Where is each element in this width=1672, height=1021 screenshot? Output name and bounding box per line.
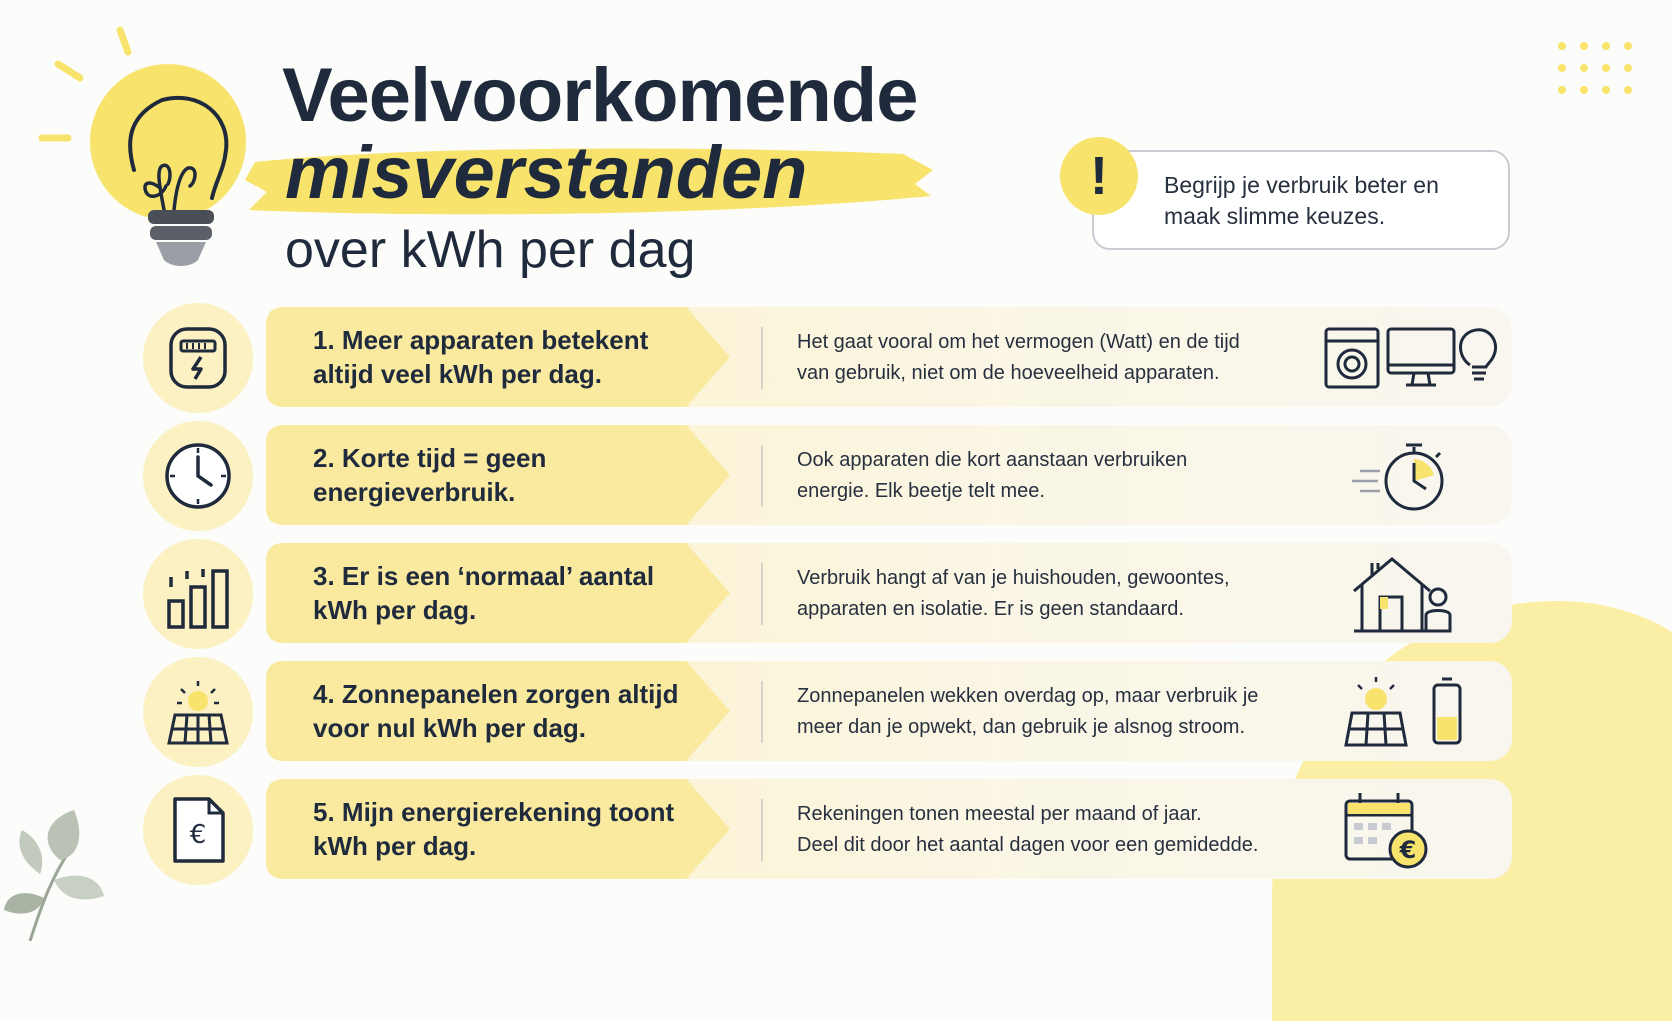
- euro-document-icon: [161, 793, 235, 867]
- row-icon-circle: [143, 775, 253, 885]
- tip-text: [1164, 170, 1494, 232]
- page-subtitle: over kWh per dag: [285, 221, 696, 279]
- clock-icon: [161, 439, 235, 513]
- row-divider: [761, 445, 763, 507]
- fact-line: energie. Elk beetje telt mee.: [797, 480, 1045, 502]
- row-icon-circle: [143, 539, 253, 649]
- myth-text: [313, 795, 713, 863]
- fact-line: Ook apparaten die kort aanstaan verbruiken: [797, 449, 1188, 471]
- row-divider: [761, 327, 763, 389]
- energy-meter-icon: [161, 321, 235, 395]
- row-icon-circle: [143, 421, 253, 531]
- myth-line: kWh per dag.: [313, 831, 477, 861]
- lightbulb-icon: [30, 20, 260, 270]
- solar-panel-icon: [161, 675, 235, 749]
- page-title-emphasis: misverstanden: [285, 131, 808, 214]
- myth-text: [313, 323, 713, 391]
- myth-line: 5. Mijn energierekening toont: [313, 797, 675, 827]
- myth-text: [313, 441, 713, 509]
- fact-line: Het gaat vooral om het vermogen (Watt) en de tijd: [797, 331, 1240, 353]
- dot-pattern: [1556, 40, 1646, 100]
- fact-text: [797, 445, 1277, 507]
- myth-line: energieverbruik.: [313, 477, 516, 507]
- myth-line: altijd veel kWh per dag.: [313, 359, 602, 389]
- fact-line: Zonnepanelen wekken overdag op, maar verbruik je: [797, 685, 1259, 707]
- fact-line: Deel dit door het aantal dagen voor een gemidedde.: [797, 834, 1259, 856]
- house-person-icon: [1350, 551, 1460, 637]
- row-divider: [761, 681, 763, 743]
- myth-line: kWh per dag.: [313, 595, 477, 625]
- solar-battery-icon: [1340, 669, 1470, 755]
- fact-line: Rekeningen tonen meestal per maand of jaar.: [797, 803, 1202, 825]
- fact-line: van gebruik, niet om de hoeveelheid apparaten.: [797, 362, 1220, 384]
- fact-line: Verbruik hangt af van je huishouden, gewoontes,: [797, 567, 1230, 589]
- svg-text:€: €: [189, 820, 207, 850]
- fact-text: [797, 563, 1277, 625]
- row-divider: [761, 799, 763, 861]
- fact-line: apparaten en isolatie. Er is geen standaard.: [797, 598, 1184, 620]
- tip-line: maak slimme keuzes.: [1164, 203, 1386, 229]
- myth-text: [313, 559, 713, 627]
- appliances-icon: [1322, 315, 1498, 401]
- fact-text: [797, 681, 1277, 743]
- myth-row-1: [0, 307, 1672, 407]
- page-title: Veelvoorkomende: [282, 53, 918, 138]
- fact-text: [797, 799, 1277, 861]
- fact-text: [797, 327, 1277, 389]
- row-icon-circle: [143, 657, 253, 767]
- row-icon-circle: [143, 303, 253, 413]
- tip-line: Begrijp je verbruik beter en: [1164, 172, 1439, 198]
- myth-text: [313, 677, 713, 745]
- myth-row-4: [0, 661, 1672, 761]
- bar-chart-icon: [161, 557, 235, 631]
- myth-line: voor nul kWh per dag.: [313, 713, 587, 743]
- myth-row-2: [0, 425, 1672, 525]
- myth-line: 4. Zonnepanelen zorgen altijd: [313, 679, 679, 709]
- calendar-euro-icon: [1340, 787, 1440, 873]
- myth-row-3: [0, 543, 1672, 643]
- myth-line: 3. Er is een ‘normaal’ aantal: [313, 561, 655, 591]
- svg-text:€: €: [1399, 836, 1417, 864]
- myth-row-5: [0, 779, 1672, 879]
- fact-line: meer dan je opwekt, dan gebruik je alsnog stroom.: [797, 716, 1246, 738]
- row-divider: [761, 563, 763, 625]
- myth-line: 1. Meer apparaten betekent: [313, 325, 649, 355]
- stopwatch-icon: [1346, 433, 1450, 519]
- myth-line: 2. Korte tijd = geen: [313, 443, 547, 473]
- leaves-decoration: [0, 800, 110, 941]
- exclamation-icon: !: [1060, 137, 1138, 215]
